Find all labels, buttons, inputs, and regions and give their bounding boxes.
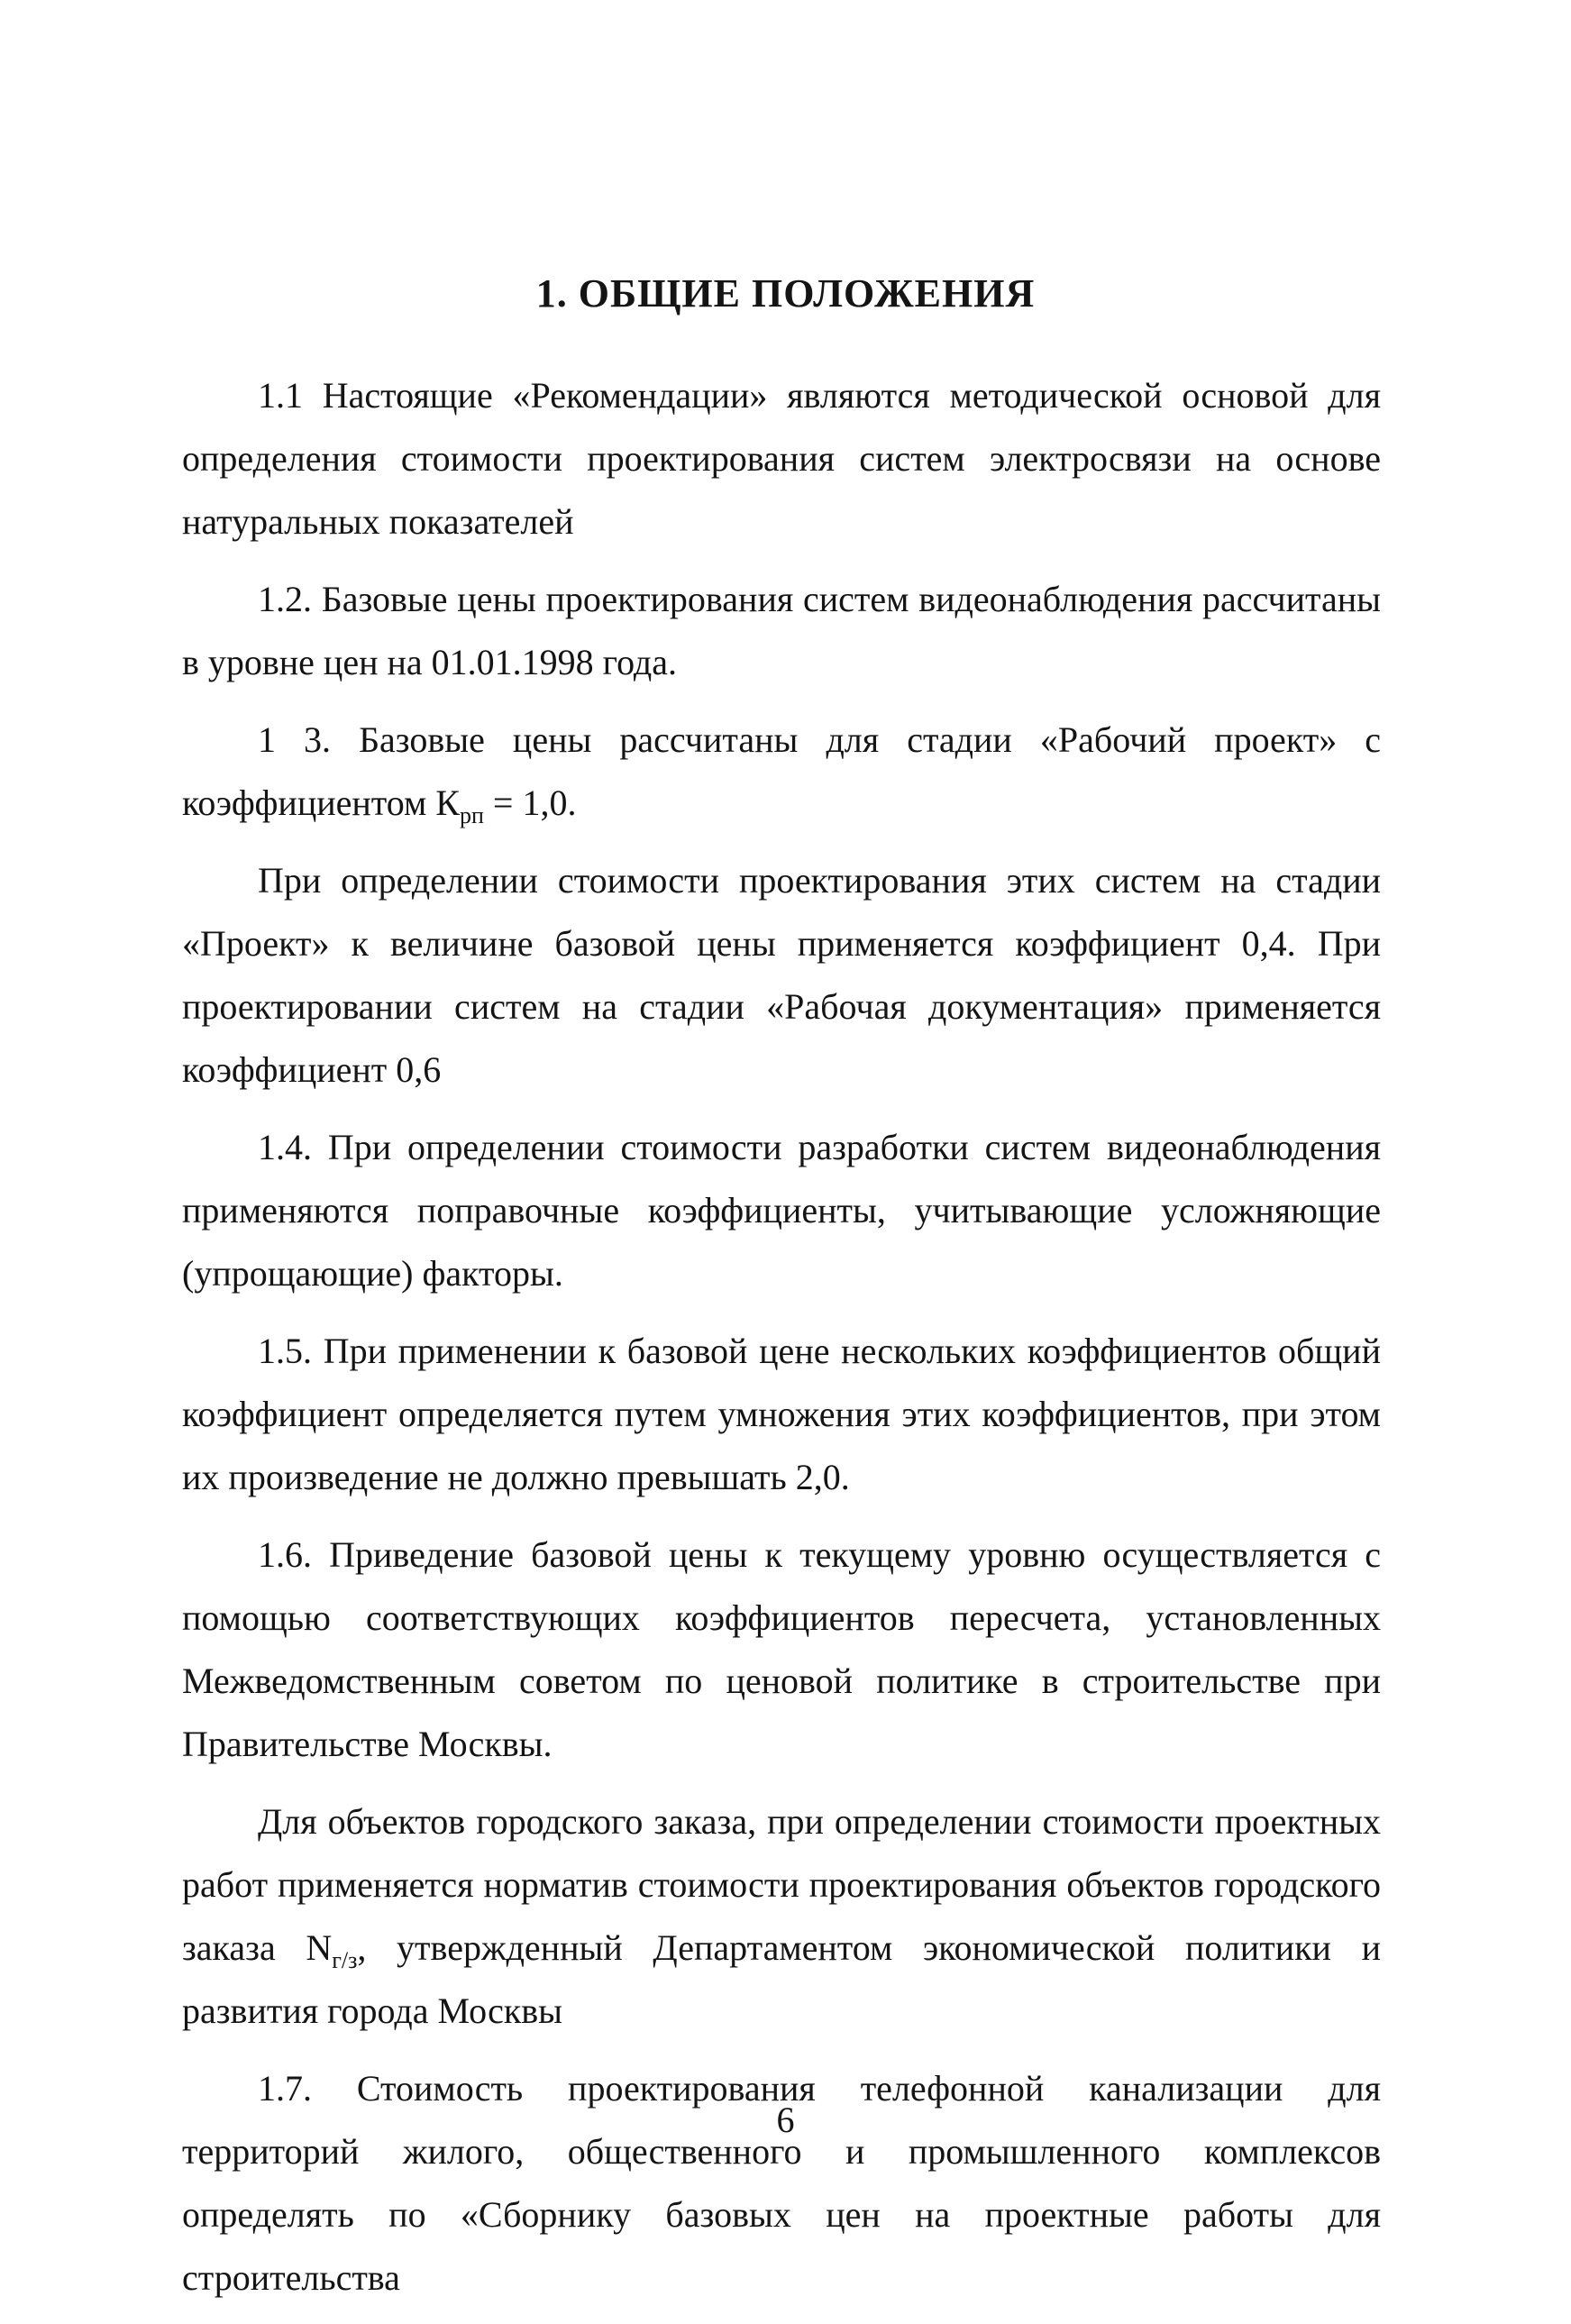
paragraph-1-5: 1.5. При применении к базовой цене нескольких коэффициентов общий коэффициент определяется путем умножения этих коэффициентов, при этом их произведение не должно превышать 2,0. <box>182 1331 1381 1497</box>
coefficient-subscript: рп <box>460 802 484 828</box>
paragraph-1-3-value: = 1,0. <box>483 782 577 823</box>
body-text <box>182 364 1381 2324</box>
paragraph-1-6: 1.6. Приведение базовой цены к текущему уровню осуществляется с помощью соответствующих коэффициентов пересчета, установленных Межведомственным советом по ценовой политике в строительстве при Правительстве Москвы. <box>182 1534 1381 1764</box>
paragraph-city-order-text: Для объектов городского заказа, при определении стоимости проектных работ применяется норматив стоимости проектирования объектов городского заказа N <box>182 1801 1381 1968</box>
paragraph-1-3-text: 1 3. Базовые цены рассчитаны для стадии «Рабочий проект» с коэффициентом К <box>182 719 1381 823</box>
paragraph-city-order-tail: , утвержденный Департаментом экономической политики и развития города Москвы <box>182 1927 1381 2031</box>
paragraph-stage-coefficients: При определении стоимости проектирования этих систем на стадии «Проект» к величине базовой цены применяется коэффициент 0,4. При проектировании систем на стадии «Рабочая документация» применяется коэффициент 0,6 <box>182 860 1381 1090</box>
paragraph-1-7: 1.7. Стоимость проектирования телефонной канализации для территорий жилого, общественного и промышленного комплексов определять по «Сборнику базовых цен на проектные работы для строительства <box>182 2068 1381 2298</box>
paragraph-1-3 <box>182 709 1381 835</box>
page-number: 6 <box>776 2100 795 2140</box>
paragraph-1-1: 1.1 Настоящие «Рекомендации» являются методической основой для определения стоимости проектирования систем электросвязи на основе натуральных показателей <box>182 375 1381 542</box>
paragraph-1-2: 1.2. Базовые цены проектирования систем видеонаблюдения рассчитаны в уровне цен на 01.01.1998 года. <box>182 579 1381 682</box>
paragraph-1-4: 1.4. При определении стоимости разработки систем видеонаблюдения применяются поправочные коэффициенты, учитывающие усложняющие (упрощающие) факторы. <box>182 1127 1381 1294</box>
paragraph-city-order <box>182 1790 1381 2043</box>
section-heading: 1. ОБЩИЕ ПОЛОЖЕНИЯ <box>535 271 1036 316</box>
norm-subscript: г/з <box>332 1947 358 1973</box>
